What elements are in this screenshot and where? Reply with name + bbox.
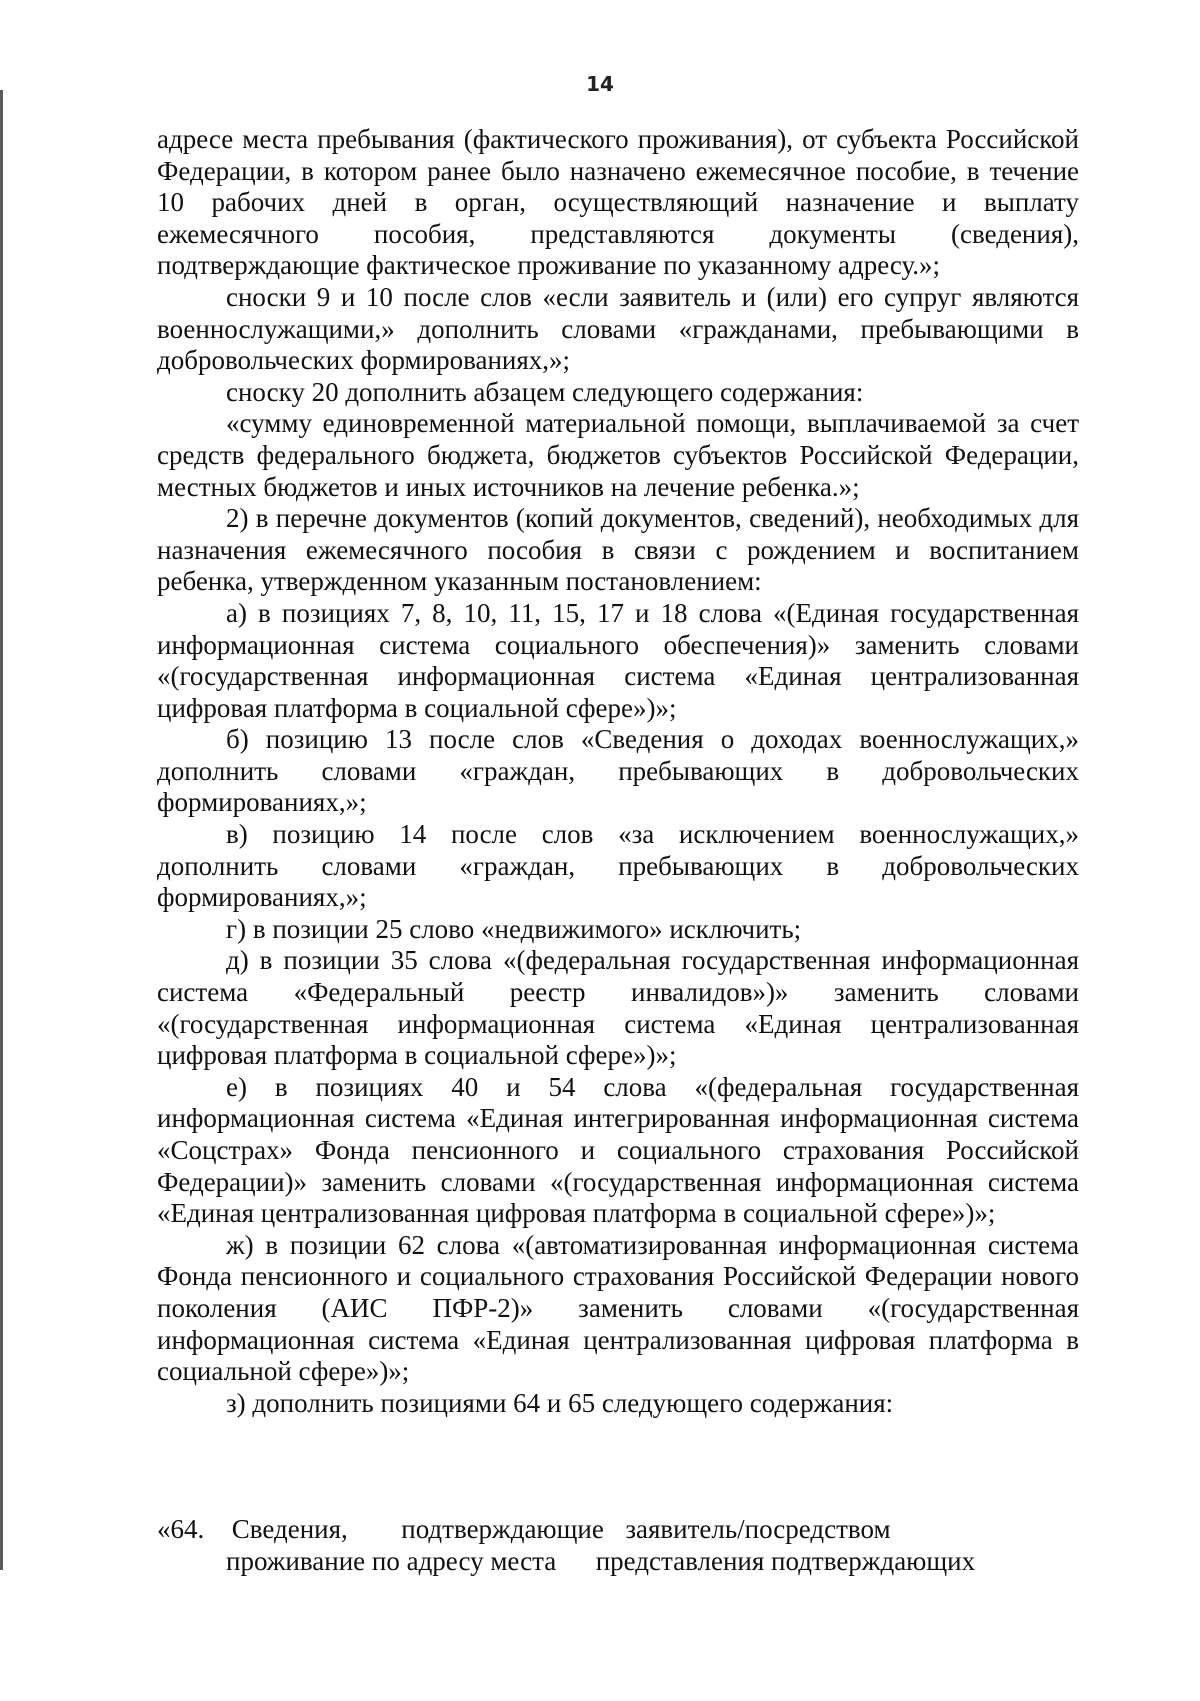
paragraph: адресе места пребывания (фактического проживания), от субъекта Российской Федерации, в котором ранее было назначено ежемесячное пособие, в течение 10 рабочих дней в орган, осуществляющий назначение и выплату ежемесячного пособия, представляются документы (сведения), подтверждающие фактическое проживание по указанному адресу.»; xyxy=(157,124,1079,281)
table-fragment-line-2 xyxy=(226,1546,1079,1578)
paragraph: сноски 9 и 10 после слов «если заявитель и (или) его супруг являются военнослужащими,» дополнить словами «гражданами, пребывающими в добровольческих формированиях,»; xyxy=(157,281,1079,376)
paragraph: е) в позициях 40 и 54 слова «(федеральная государственная информационная система «Единая интегрированная информационная система «Соцстрах» Фонда пенсионного и социального страхования Российской Федерации)» заменить словами «(государственная информационная система «Единая централизованная цифровая платформа в социальной сфере»)»; xyxy=(157,1071,1079,1229)
table-position-number: «64. xyxy=(157,1514,205,1544)
paragraph: сноску 20 дополнить абзацем следующего содержания: xyxy=(226,376,864,407)
paragraph: ж) в позиции 62 слова «(автоматизированная информационная система Фонда пенсионного и социального страхования Российской Федерации нового поколения (АИС ПФР-2)» заменить словами «(государственная информационная система «Единая централизованная цифровая платформа в социальной сфере»)»; xyxy=(157,1229,1079,1387)
paragraph: д) в позиции 35 слова «(федеральная государственная информационная система «Федеральный реестр инвалидов»)» заменить словами «(государственная информационная система «Единая централизованная цифровая платформа в социальной сфере»)»; xyxy=(157,945,1079,1071)
table-cell-text: подтверждающие xyxy=(401,1514,604,1544)
page-number: 14 xyxy=(586,72,614,96)
paragraph: г) в позиции 25 слово «недвижимого» исключить; xyxy=(226,913,802,944)
paragraph: «сумму единовременной материальной помощи, выплачиваемой за счет средств федерального бюджета, бюджетов субъектов Российской Федерации, местных бюджетов и иных источников на лечение ребенка.»; xyxy=(157,408,1079,502)
table-fragment-row-64 xyxy=(157,1514,1079,1577)
table-cell-text: представления подтверждающих xyxy=(595,1545,976,1576)
table-cell-text: заявитель/посредством xyxy=(625,1514,891,1544)
document-body xyxy=(157,124,1079,1419)
paragraph: б) позицию 13 после слов «Сведения о доходах военнослужащих,» дополнить словами «граждан, пребывающих в добровольческих формированиях,»; xyxy=(157,724,1079,818)
paragraph: в) позицию 14 после слов «за исключением военнослужащих,» дополнить словами «граждан, пребывающих в добровольческих формированиях,»; xyxy=(157,819,1079,913)
paragraph: а) в позициях 7, 8, 10, 11, 15, 17 и 18 слова «(Единая государственная информационная система социального обеспечения)» заменить словами «(государственная информационная система «Единая централизованная цифровая платформа в социальной сфере»)»; xyxy=(157,597,1079,723)
table-cell-text: проживание по адресу места xyxy=(226,1545,557,1576)
paragraph: 2) в перечне документов (копий документов, сведений), необходимых для назначения ежемесячного пособия в связи с рождением и воспитанием ребенка, утвержденном указанным постановлением: xyxy=(157,503,1079,597)
table-fragment-line-1 xyxy=(157,1514,1079,1546)
paragraph: з) дополнить позициями 64 и 65 следующего содержания: xyxy=(226,1387,894,1418)
table-cell-text: Сведения, xyxy=(231,1514,348,1544)
scan-edge-shadow xyxy=(0,90,3,1570)
